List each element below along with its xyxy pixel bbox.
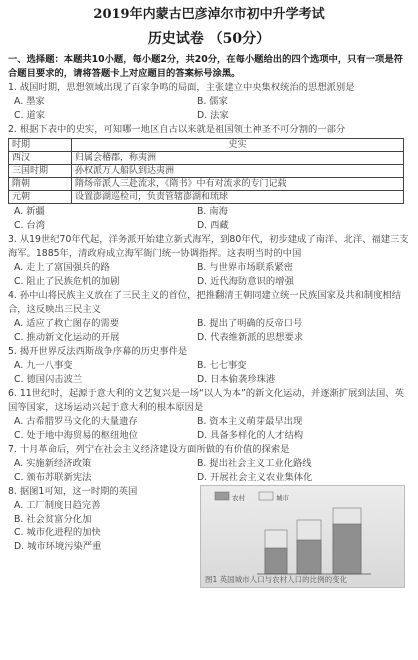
table-row [9,191,404,204]
option-list [8,415,410,443]
option-b: B. 社会贫富分化加 [14,513,92,525]
table-cell: 孙权派万人船队到达夷洲 [72,165,404,178]
table-cell: 元朝 [9,191,72,204]
option-a: A. 工厂制度日趋完善 [14,500,101,511]
bar-urban-1 [265,548,287,574]
table-row [9,178,404,191]
option-a: A. 古希腊罗马文化的大量遗存 [14,416,138,427]
question-stem: 4. 孙中山将民族主义放在了三民主义的首位，把推翻清王朝同建立统一民族国家及共和制度相结合，这反映出三民主义 [8,290,401,315]
table-cell: 西汉 [9,152,72,165]
option-list [8,457,410,485]
legend-label-rural: 农村 [232,494,245,502]
option-c: C. 德国闪击波兰 [14,374,83,385]
question-stem: 1. 战国时期，思想领域出现了百家争鸣的局面，主张建立中央集权统治的思想派别是 [8,82,355,93]
option-b: B. 提出社会主义工业化路线 [197,458,312,469]
table-header-row [9,139,404,152]
question-stem: 2. 根据下表中的史实，可知哪一地区自古以来就是祖国领土神圣不可分割的一部分 [8,124,346,135]
option-b: B. 与世界市场联系紧密 [197,262,293,273]
option-d: D. 法家 [197,110,229,121]
table-row [9,152,404,165]
question-stem: 5. 揭开世界反法西斯战争序幕的历史事件是 [8,346,188,357]
question-stem: 8. 据图1可知，这一时期的英国 [8,486,138,497]
table-header-cell: 时期 [9,139,72,152]
question-with-figure [8,485,410,584]
option-d: D. 城市环境污染严重 [14,540,102,552]
table-cell: 三国时期 [9,165,72,178]
option-list [8,359,410,387]
option-c: C. 道家 [14,110,45,121]
option-b: B. 七七事变 [197,360,247,371]
bar-urban-2 [297,540,321,574]
option-a: A. 实施新经济政策 [14,458,92,469]
legend-swatch-rural [215,492,229,500]
population-ratio-figure [200,485,405,588]
option-a: A. 新疆 [14,206,45,217]
table-header-cell: 史实 [72,139,404,152]
figure-caption: 图1 英国城市人口与农村人口的比例的变化 [205,575,348,584]
bar-urban-3 [333,524,361,574]
option-a: A. 适应了救亡图存的需要 [14,318,120,329]
option-d: D. 近代海防意识的增强 [197,276,294,287]
table-cell: 隋朝 [9,178,72,191]
option-a: A. 九一八事变 [14,360,73,371]
option-c: C. 阻止了民族危机的加剧 [14,276,120,287]
option-d: D. 代表维新派的思想要求 [197,332,304,343]
option-c: C. 处于地中海贸易的枢纽地位 [14,430,138,441]
question-stem: 7. 十月革命后，列宁在社会主义经济建设方面所做的有价值的探索是 [8,444,290,455]
table-cell: 隋炀帝派人三赴流求，《隋书》中有对流求的专门记载 [72,178,404,191]
option-c: C. 推动新文化运动的开展 [14,332,120,343]
history-facts-table [8,138,404,204]
option-b: B. 南海 [197,206,228,217]
option-b: B. 提出了明确的反帝口号 [197,318,303,329]
table-cell: 归属会稽郡，称夷洲 [72,152,404,165]
option-b: B. 儒家 [197,96,228,107]
section-instructions: 一、选择题：本题共10小题，每小题2分，共20分，在每小题给出的四个选项中，只有一项是符合题目要求的，请将答题卡上对应题目的答案标号涂黑。 [8,54,403,79]
option-d: D. 西藏 [197,220,229,231]
option-list [8,205,410,233]
option-a: A. 墨家 [14,96,45,107]
option-a: A. 走上了富国强兵的路 [14,262,110,273]
option-c: C. 台湾 [14,220,45,231]
option-list [8,95,410,123]
subject-title: 历史试卷 （50分） [147,31,271,47]
legend-swatch-urban [259,492,273,500]
option-d: D. 日本偷袭珍珠港 [197,374,276,385]
table-row [9,165,404,178]
question-stem: 6. 11世纪时，起源于意大利的文艺复兴是一场“以人为本”的新文化运动，并逐渐扩展到法国、英国等国家，这场运动兴起于意大利的根本原因是 [8,388,404,413]
option-c: C. 颁布苏联新宪法 [14,472,92,483]
legend-label-urban: 城市 [276,494,289,502]
option-d: D. 开展社会主义农业集体化 [197,472,313,483]
option-list [8,317,410,345]
table-cell: 设置澎湖巡检司，负责管辖澎湖和琉球 [72,191,404,204]
exam-title: 2019年内蒙古巴彦淖尔市初中升学考试 [93,7,325,22]
question-stem: 3. 从19世纪70年代起，洋务派开始建立新式海军，到80年代，初步建成了南洋、北洋、福建三支海军。1885年，清政府成立海军衙门统一协调指挥。这表明当时的中国 [8,234,409,259]
option-b: B. 资本主义萌芽最早出现 [197,416,303,427]
option-d: D. 具备多样化的人才结构 [197,430,304,441]
option-c: C. 城市化进程的加快 [14,527,101,538]
option-list [8,261,410,289]
